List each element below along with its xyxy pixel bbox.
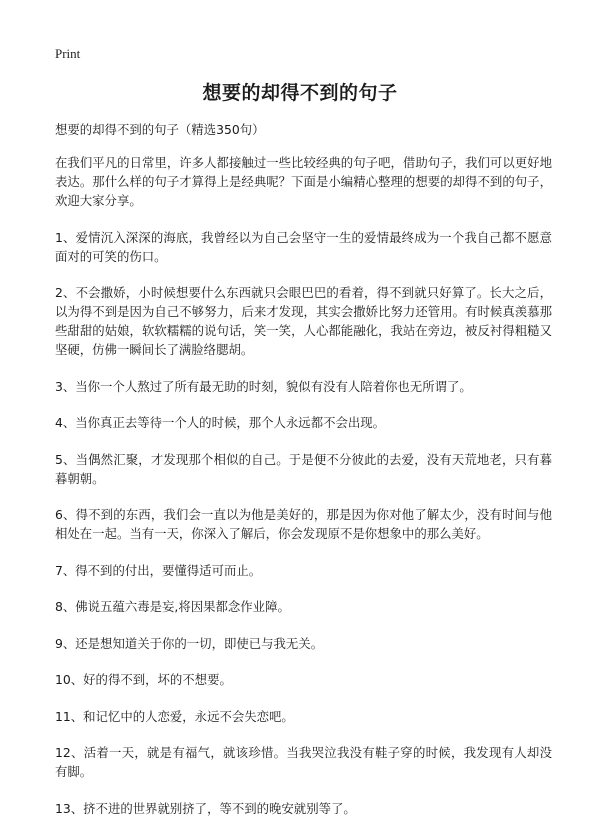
list-item: 2、不会撒娇，小时候想要什么东西就只会眼巴巴的看着，得不到就只好算了。长大之后，以为得不到是因为自己不够努力，后来才发现，其实会撒娇比努力还管用。有时候真羡慕那些甜甜的姑娘，软软糯糯的说句话，笑一笑，人心都能融化，我站在旁边，被反衬得粗糙又坚硬，仿佛一瞬间长了满脸络腮胡。: [55, 285, 552, 357]
article-body: [55, 120, 552, 835]
list-item: 6、得不到的东西，我们会一直以为他是美好的，那是因为你对他了解太少，没有时间与他相处在一起。当有一天，你深入了解后，你会发现原不是你想象中的那么美好。: [55, 507, 552, 541]
article-subtitle: 想要的却得不到的句子（精选350句）: [55, 122, 265, 137]
list-item: 4、当你真正去等待一个人的时候，那个人永远都不会出现。: [55, 415, 386, 430]
print-link[interactable]: Print: [55, 46, 81, 61]
list-item: 8、佛说五蕴六毒是妄,将因果都念作业障。: [55, 599, 290, 614]
page-title: 想要的却得不到的句子: [202, 82, 398, 104]
list-item: 13、挤不进的世界就别挤了，等不到的晚安就别等了。: [55, 800, 356, 816]
list-item: 10、好的得不到，坏的不想要。: [55, 672, 232, 687]
list-item: 1、爱情沉入深深的海底，我曾经以为自己会坚守一生的爱情最终成为一个我自己都不愿意面对的可笑的伤口。: [55, 229, 552, 264]
list-item: 9、还是想知道关于你的一切，即使已与我无关。: [55, 635, 324, 651]
list-item: 3、当你一个人熬过了所有最无助的时刻，貌似有没有人陪着你也无所谓了。: [55, 378, 472, 394]
article-intro: 在我们平凡的日常里，许多人都接触过一些比较经典的句子吧，借助句子，我们可以更好地表达。那什么样的句子才算得上是经典呢？下面是小编精心整理的想要的却得不到的句子，欢迎大家分享。: [55, 155, 552, 208]
list-item: 11、和记忆中的人恋爱，永远不会失恋吧。: [55, 708, 294, 724]
list-item: 12、活着一天，就是有福气，就该珍惜。当我哭泣我没有鞋子穿的时候，我发现有人却没有脚。: [55, 745, 552, 779]
list-item: 5、当偶然汇聚，才发现那个相似的自己。于是便不分彼此的去爱，没有天荒地老，只有暮暮朝朝。: [55, 451, 552, 486]
list-item: 7、得不到的付出，要懂得适可而止。: [55, 562, 262, 578]
